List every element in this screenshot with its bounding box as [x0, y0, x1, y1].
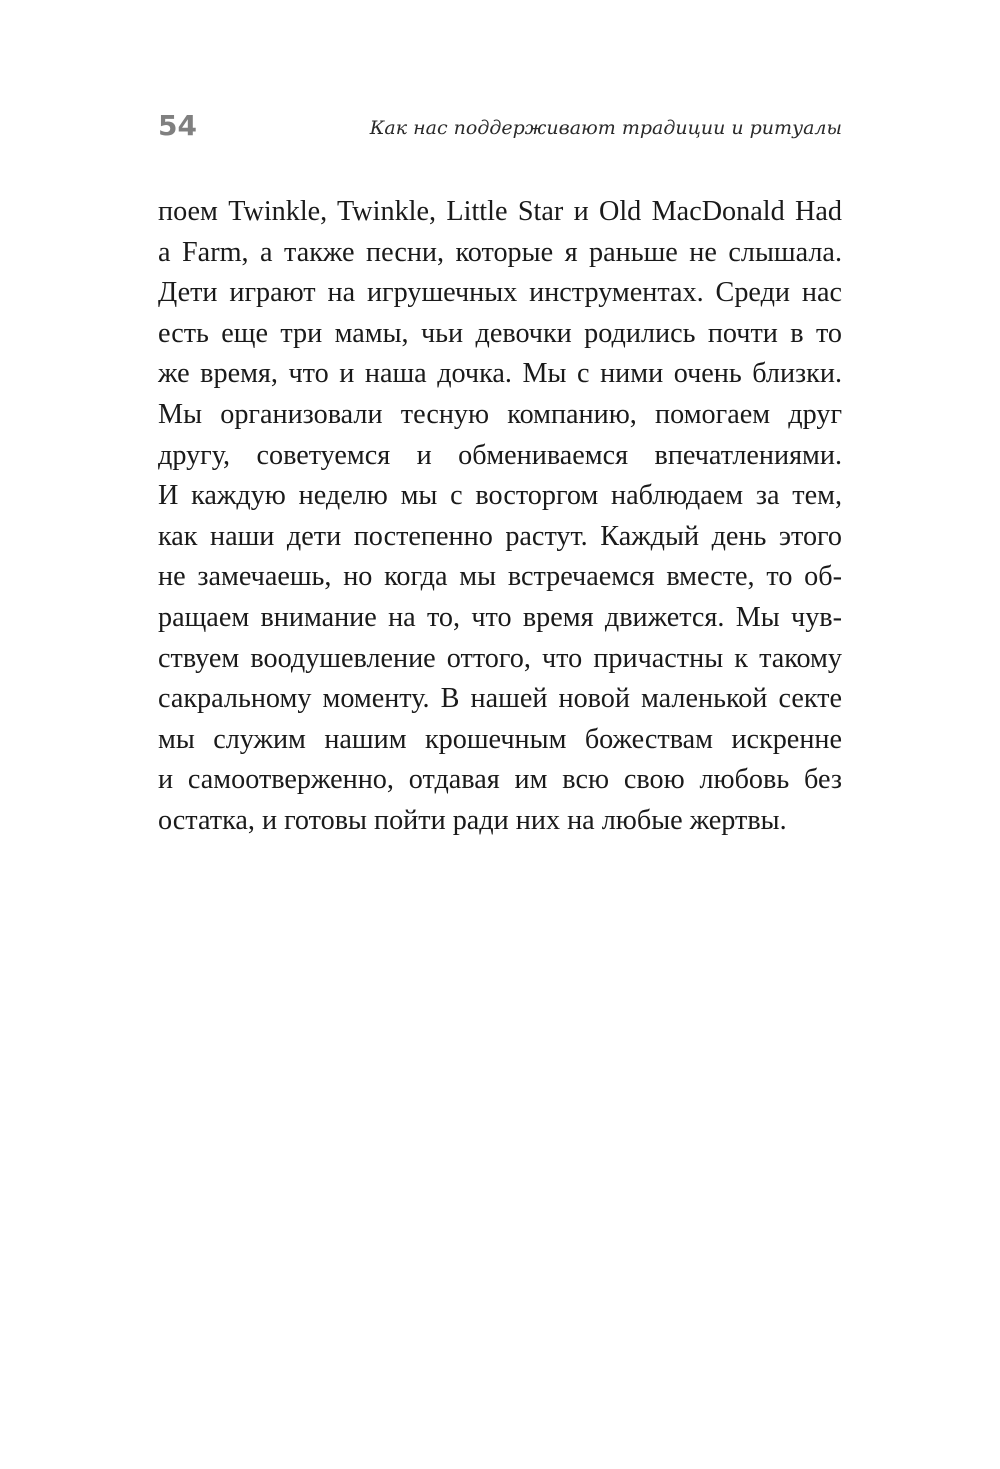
text-line: ствуем воодушевление оттого, что причастны к такому — [158, 642, 842, 674]
text-line: ращаем внимание на то, что время движется. Мы чув- — [158, 601, 842, 633]
text-line: есть еще три мамы, чьи девочки родились почти в то — [158, 317, 842, 349]
text-line: и самоотверженно, отдавая им всю свою любовь без — [158, 764, 842, 796]
text-line: Дети играют на игрушечных инструментах. Среди нас — [158, 277, 842, 309]
body-paragraph — [158, 192, 842, 842]
text-line: не замечаешь, но когда мы встречаемся вместе, то об- — [158, 561, 842, 593]
text-line: И каждую неделю мы с восторгом наблюдаем за тем, — [158, 480, 842, 512]
text-line: сакральному моменту. В нашей новой маленькой секте — [158, 683, 842, 715]
text-line: a Farm, а также песни, которые я раньше не слышала. — [158, 236, 842, 268]
text-line: другу, советуемся и обмениваемся впечатлениями. — [158, 439, 842, 471]
text-line: мы служим нашим крошечным божествам искренне — [158, 723, 842, 755]
text-line: поем Twinkle, Twinkle, Little Star и Old MacDonald Had — [158, 196, 842, 227]
running-title: Как нас поддерживают традиции и ритуалы — [369, 117, 842, 139]
page-number: 54 — [158, 109, 197, 142]
text-line: Мы организовали тесную компанию, помогаем друг — [158, 398, 842, 430]
running-head — [158, 108, 842, 148]
text-line: же время, что и наша дочка. Мы с ними очень близки. — [158, 358, 842, 390]
text-line: как наши дети постепенно растут. Каждый день этого — [158, 520, 842, 552]
text-line: остатка, и готовы пойти ради них на любые жертвы. — [158, 804, 787, 836]
